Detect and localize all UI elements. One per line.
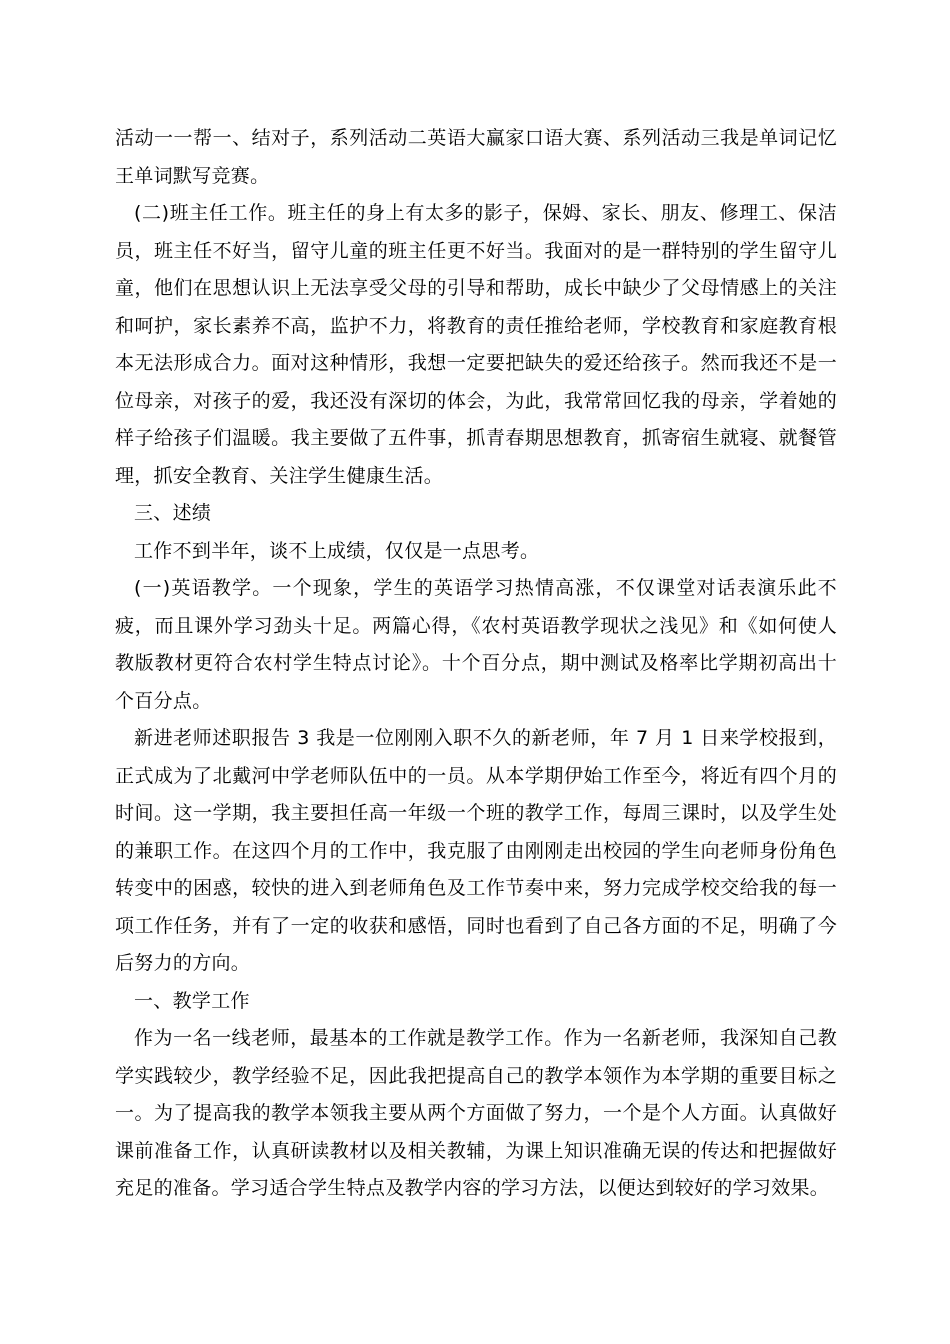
paragraph-class-teacher-work: (二)班主任工作。班主任的身上有太多的影子，保姆、家长、朋友、修理工、保洁员，班主任不好当，留守儿童的班主任更不好当。我面对的是一群特别的学生留守儿童，他们在思想认识上无法享受父母的引导和帮助，成长中缺少了父母情感上的关注和呵护，家长素养不高，监护不力，将教育的责任推给老师，学校教育和家庭教育根本无法形成合力。面对这种情形，我想一定要把缺失的爱还给孩子。然而我还不是一位母亲，对孩子的爱，我还没有深切的体会，为此，我常常回忆我的母亲，学着她的样子给孩子们温暖。我主要做了五件事，抓青春期思想教育，抓寄宿生就寝、就餐管理，抓安全教育、关注学生健康生活。 (115, 202, 837, 487)
paragraph-teaching-work: 作为一名一线老师，最基本的工作就是教学工作。作为一名新老师，我深知自己教学实践较少，教学经验不足，因此我把提高自己的教学本领作为本学期的重要目标之一。为了提高我的教学本领我主要从两个方面做了努力，一个是个人方面。认真做好课前准备工作，认真研读教材以及相关教辅，为课上知识准确无误的传达和把握做好充足的准备。学习适合学生特点及教学内容的学习方法，以便达到较好的学习效果。 (115, 1027, 837, 1199)
paragraph-english-teaching: (一)英语教学。一个现象，学生的英语学习热情高涨，不仅课堂对话表演乐此不疲，而且课外学习劲头十足。两篇心得，《农村英语教学现状之浅见》和《如何使人教版教材更符合农村学生特点讨论》。十个百分点，期中测试及格率比学期初高出十个百分点。 (115, 577, 837, 712)
paragraph-achievements-intro: 工作不到半年，谈不上成绩，仅仅是一点思考。 (134, 539, 540, 562)
paragraph-new-teacher-report: 新进老师述职报告 3 我是一位刚刚入职不久的新老师，年 7 月 1 日来学校报到，正式成为了北戴河中学老师队伍中的一员。从本学期伊始工作至今，将近有四个月的时间。这一学期，我主要担任高一年级一个班的教学工作，每周三课时，以及学生处的兼职工作。在这四个月的工作中，我克服了由刚刚走出校园的学生向老师身份角色转变中的困惑，较快的进入到老师角色及工作节奏中来，努力完成学校交给我的每一项工作任务，并有了一定的收获和感悟，同时也看到了自己各方面的不足，明确了今后努力的方向。 (115, 727, 837, 974)
section-heading-teaching-work: 一、教学工作 (134, 989, 250, 1012)
paragraph-continuation: 活动一一帮一、结对子，系列活动二英语大赢家口语大赛、系列活动三我是单词记忆王单词默写竞赛。 (115, 127, 837, 187)
document-page (115, 120, 837, 1208)
section-heading-achievements: 三、述绩 (134, 502, 212, 524)
